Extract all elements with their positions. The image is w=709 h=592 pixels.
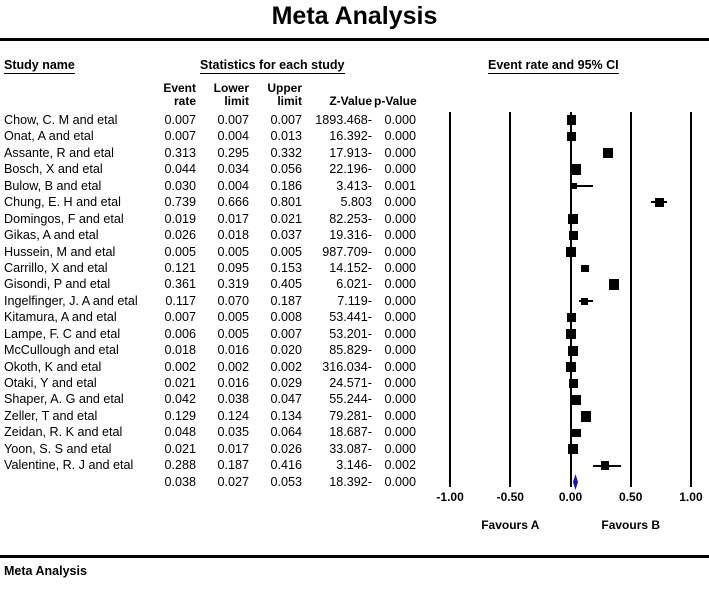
study-effect-marker <box>655 198 664 207</box>
top-divider <box>0 38 709 41</box>
row-p-value: 0.000 <box>384 392 416 407</box>
table-row <box>0 145 420 161</box>
row-z-value: 18.687- <box>329 425 372 440</box>
row-p-value: 0.000 <box>384 310 416 325</box>
header-upper-limit-line2: limit <box>277 94 302 108</box>
row-upper-limit: 0.026 <box>270 441 302 456</box>
row-z-value: 22.196- <box>329 162 372 177</box>
row-z-value: 24.571- <box>329 376 372 390</box>
table-row <box>0 424 420 440</box>
row-lower-limit: 0.016 <box>217 376 249 390</box>
study-effect-marker <box>601 461 610 470</box>
table-row <box>0 128 420 144</box>
row-lower-limit: 0.016 <box>217 343 249 358</box>
row-z-value: 55.244- <box>329 392 372 407</box>
table-row <box>0 211 420 227</box>
axis-tick <box>630 465 632 487</box>
header-study-name: Study name <box>4 58 75 72</box>
footer-label: Meta Analysis <box>4 564 87 578</box>
row-event-rate: 0.026 <box>164 228 196 243</box>
row-event-rate: 0.002 <box>164 359 196 374</box>
axis-tick-label: 1.00 <box>679 490 703 504</box>
study-effect-marker <box>566 329 576 339</box>
table-row <box>0 326 420 342</box>
bottom-divider <box>0 555 709 558</box>
table-row <box>0 161 420 177</box>
axis-tick-label: 0.50 <box>619 490 643 504</box>
row-z-value: 85.829- <box>329 343 372 358</box>
row-p-value: 0.000 <box>384 211 416 226</box>
favours-right-label: Favours B <box>601 518 661 532</box>
row-p-value: 0.000 <box>384 343 416 358</box>
header-lower-limit-line1: Lower <box>213 81 249 95</box>
row-upper-limit: 0.134 <box>270 408 302 423</box>
row-lower-limit: 0.005 <box>217 244 249 259</box>
row-z-value: 5.803 <box>340 195 372 210</box>
table-row <box>0 359 420 375</box>
row-p-value: 0.000 <box>384 277 416 292</box>
row-z-value: 33.087- <box>329 441 372 456</box>
row-event-rate: 0.019 <box>164 211 196 226</box>
row-event-rate: 0.288 <box>164 458 196 473</box>
study-effect-marker <box>567 115 577 125</box>
study-effect-marker <box>568 214 579 225</box>
row-z-value: 19.316- <box>329 228 372 243</box>
row-event-rate: 0.007 <box>164 129 196 144</box>
axis-tick <box>509 465 511 487</box>
row-p-value: 0.000 <box>384 145 416 160</box>
row-z-value: 82.253- <box>329 211 372 226</box>
axis-gridline <box>509 112 511 487</box>
row-p-value: 0.000 <box>384 474 416 489</box>
table-row <box>0 342 420 358</box>
row-z-value: 3.146- <box>336 458 372 473</box>
study-effect-marker <box>567 313 577 323</box>
header-event-rate-line1: Event <box>163 81 196 95</box>
study-effect-marker <box>571 183 578 190</box>
row-lower-limit: 0.666 <box>217 195 249 210</box>
study-effect-marker <box>569 231 578 240</box>
row-event-rate: 0.021 <box>164 441 196 456</box>
table-row <box>0 309 420 325</box>
row-z-value: 3.413- <box>336 178 372 193</box>
row-event-rate: 0.030 <box>164 178 196 193</box>
row-study-name: Bosch, X and etal <box>4 162 103 177</box>
row-study-name: Onat, A and etal <box>4 129 94 144</box>
row-p-value: 0.000 <box>384 228 416 243</box>
header-upper-limit <box>256 82 302 108</box>
row-lower-limit: 0.004 <box>217 129 249 144</box>
header-p-value <box>374 95 416 108</box>
row-study-name: Zeidan, R. K and etal <box>4 425 123 440</box>
row-upper-limit: 0.002 <box>270 359 302 374</box>
row-upper-limit: 0.007 <box>270 113 302 127</box>
table-row <box>0 391 420 407</box>
row-study-name: Chung, E. H and etal <box>4 195 121 210</box>
row-study-name: Yoon, S. S and etal <box>4 441 112 456</box>
header-event-rate-line2: rate <box>173 94 196 108</box>
header-statistics-group: Statistics for each study <box>200 58 345 72</box>
row-lower-limit: 0.017 <box>217 211 249 226</box>
row-study-name: Otaki, Y and etal <box>4 376 97 390</box>
row-event-rate: 0.021 <box>164 376 196 390</box>
row-study-name: Shaper, A. G and etal <box>4 392 124 407</box>
forest-plot <box>420 112 709 532</box>
row-lower-limit: 0.007 <box>217 113 249 127</box>
row-upper-limit: 0.008 <box>270 310 302 325</box>
axis-gridline <box>690 112 692 487</box>
table-row <box>0 194 420 210</box>
row-event-rate: 0.121 <box>164 260 196 275</box>
study-effect-marker <box>570 395 581 406</box>
row-upper-limit: 0.005 <box>270 244 302 259</box>
row-p-value: 0.000 <box>384 195 416 210</box>
row-z-value: 6.021- <box>336 277 372 292</box>
row-lower-limit: 0.018 <box>217 228 249 243</box>
table-row <box>0 474 420 490</box>
study-effect-marker <box>609 279 620 290</box>
table-header <box>0 52 709 112</box>
header-z-value <box>310 95 372 108</box>
row-upper-limit: 0.187 <box>270 293 302 308</box>
row-event-rate: 0.007 <box>164 310 196 325</box>
row-upper-limit: 0.186 <box>270 178 302 193</box>
row-study-name: Kitamura, A and etal <box>4 310 117 325</box>
summary-diamond <box>572 473 579 491</box>
header-upper-limit-line1: Upper <box>267 81 302 95</box>
study-effect-marker <box>566 362 577 373</box>
row-z-value: 1893.468- <box>315 113 372 127</box>
row-upper-limit: 0.053 <box>270 474 302 489</box>
row-study-name: McCullough and etal <box>4 343 119 358</box>
row-p-value: 0.000 <box>384 129 416 144</box>
statistics-table <box>0 112 420 490</box>
row-study-name: Domingos, F and etal <box>4 211 124 226</box>
axis-gridline <box>630 112 632 487</box>
row-z-value: 987.709- <box>322 244 372 259</box>
header-plot-group: Event rate and 95% CI <box>488 58 619 72</box>
row-z-value: 16.392- <box>329 129 372 144</box>
row-event-rate: 0.048 <box>164 425 196 440</box>
row-p-value: 0.000 <box>384 408 416 423</box>
study-effect-marker <box>568 444 578 454</box>
table-row <box>0 178 420 194</box>
row-lower-limit: 0.319 <box>217 277 249 292</box>
axis-tick <box>449 465 451 487</box>
row-z-value: 53.201- <box>329 326 372 341</box>
row-study-name: Assante, R and etal <box>4 145 114 160</box>
row-lower-limit: 0.034 <box>217 162 249 177</box>
row-event-rate: 0.361 <box>164 277 196 292</box>
row-lower-limit: 0.035 <box>217 425 249 440</box>
study-effect-marker <box>568 346 578 356</box>
row-event-rate: 0.044 <box>164 162 196 177</box>
header-z-value-label: Z-Value <box>329 94 372 108</box>
header-event-rate <box>150 82 196 108</box>
row-upper-limit: 0.037 <box>270 228 302 243</box>
row-p-value: 0.000 <box>384 260 416 275</box>
study-effect-marker <box>572 429 581 438</box>
header-lower-limit <box>203 82 249 108</box>
row-study-name: Gisondi, P and etal <box>4 277 111 292</box>
row-lower-limit: 0.002 <box>217 359 249 374</box>
row-event-rate: 0.042 <box>164 392 196 407</box>
row-upper-limit: 0.056 <box>270 162 302 177</box>
study-effect-marker <box>581 411 592 422</box>
row-lower-limit: 0.070 <box>217 293 249 308</box>
row-upper-limit: 0.029 <box>270 376 302 390</box>
row-upper-limit: 0.405 <box>270 277 302 292</box>
row-lower-limit: 0.004 <box>217 178 249 193</box>
axis-tick-label: -0.50 <box>496 490 524 504</box>
axis-gridline <box>449 112 451 487</box>
row-upper-limit: 0.332 <box>270 145 302 160</box>
row-study-name: Lampe, F. C and etal <box>4 326 121 341</box>
row-p-value: 0.000 <box>384 425 416 440</box>
page-title: Meta Analysis <box>271 2 438 30</box>
row-p-value: 0.000 <box>384 113 416 127</box>
table-row <box>0 227 420 243</box>
table-row <box>0 260 420 276</box>
table-row <box>0 408 420 424</box>
row-event-rate: 0.038 <box>164 474 196 489</box>
table-row <box>0 441 420 457</box>
row-upper-limit: 0.013 <box>270 129 302 144</box>
row-study-name: Gikas, A and etal <box>4 228 99 243</box>
row-p-value: 0.000 <box>384 359 416 374</box>
study-effect-marker <box>581 298 588 305</box>
row-lower-limit: 0.038 <box>217 392 249 407</box>
study-effect-marker <box>569 379 578 388</box>
header-p-value-label: p-Value <box>374 94 417 108</box>
row-event-rate: 0.006 <box>164 326 196 341</box>
table-row <box>0 457 420 473</box>
row-event-rate: 0.313 <box>164 145 196 160</box>
row-p-value: 0.000 <box>384 376 416 390</box>
row-upper-limit: 0.007 <box>270 326 302 341</box>
favours-left-label: Favours A <box>481 518 540 532</box>
row-p-value: 0.000 <box>384 162 416 177</box>
row-study-name: Bulow, B and etal <box>4 178 102 193</box>
header-lower-limit-line2: limit <box>224 94 249 108</box>
table-row <box>0 276 420 292</box>
row-study-name: Hussein, M and etal <box>4 244 116 259</box>
row-event-rate: 0.007 <box>164 113 196 127</box>
row-upper-limit: 0.047 <box>270 392 302 407</box>
row-upper-limit: 0.020 <box>270 343 302 358</box>
table-row <box>0 112 420 128</box>
study-effect-marker <box>567 132 576 141</box>
row-lower-limit: 0.187 <box>217 458 249 473</box>
row-lower-limit: 0.095 <box>217 260 249 275</box>
row-event-rate: 0.739 <box>164 195 196 210</box>
row-lower-limit: 0.295 <box>217 145 249 160</box>
table-row <box>0 293 420 309</box>
row-upper-limit: 0.801 <box>270 195 302 210</box>
row-study-name: Zeller, T and etal <box>4 408 98 423</box>
row-z-value: 53.441- <box>329 310 372 325</box>
row-lower-limit: 0.027 <box>217 474 249 489</box>
table-row <box>0 375 420 391</box>
row-z-value: 7.119- <box>337 293 372 308</box>
axis-tick-label: 0.00 <box>558 490 583 504</box>
row-event-rate: 0.018 <box>164 343 196 358</box>
row-p-value: 0.000 <box>384 293 416 308</box>
row-upper-limit: 0.153 <box>270 260 302 275</box>
row-lower-limit: 0.017 <box>217 441 249 456</box>
row-study-name: Okoth, K and etal <box>4 359 102 374</box>
row-lower-limit: 0.005 <box>217 310 249 325</box>
row-p-value: 0.000 <box>384 326 416 341</box>
row-upper-limit: 0.416 <box>270 458 302 473</box>
study-effect-marker <box>566 247 577 258</box>
row-upper-limit: 0.064 <box>270 425 302 440</box>
row-p-value: 0.001 <box>384 178 416 193</box>
axis-tick <box>690 465 692 487</box>
row-z-value: 17.913- <box>329 145 372 160</box>
row-lower-limit: 0.124 <box>217 408 249 423</box>
row-upper-limit: 0.021 <box>270 211 302 226</box>
axis-tick-label: -1.00 <box>436 490 464 504</box>
row-p-value: 0.000 <box>384 441 416 456</box>
table-row <box>0 244 420 260</box>
row-p-value: 0.002 <box>384 458 416 473</box>
row-event-rate: 0.005 <box>164 244 196 259</box>
row-p-value: 0.000 <box>384 244 416 259</box>
row-study-name: Valentine, R. J and etal <box>4 458 134 473</box>
study-effect-marker <box>603 148 613 158</box>
row-study-name: Ingelfinger, J. A and etal <box>4 293 138 308</box>
row-z-value: 79.281- <box>329 408 372 423</box>
row-event-rate: 0.117 <box>165 293 196 308</box>
row-study-name: Carrillo, X and etal <box>4 260 108 275</box>
row-event-rate: 0.129 <box>164 408 196 423</box>
study-effect-marker <box>571 164 582 175</box>
row-z-value: 14.152- <box>329 260 372 275</box>
row-lower-limit: 0.005 <box>217 326 249 341</box>
row-study-name: Chow, C. M and etal <box>4 113 118 127</box>
row-z-value: 18.392- <box>329 474 372 489</box>
study-effect-marker <box>581 265 589 273</box>
row-z-value: 316.034- <box>322 359 372 374</box>
